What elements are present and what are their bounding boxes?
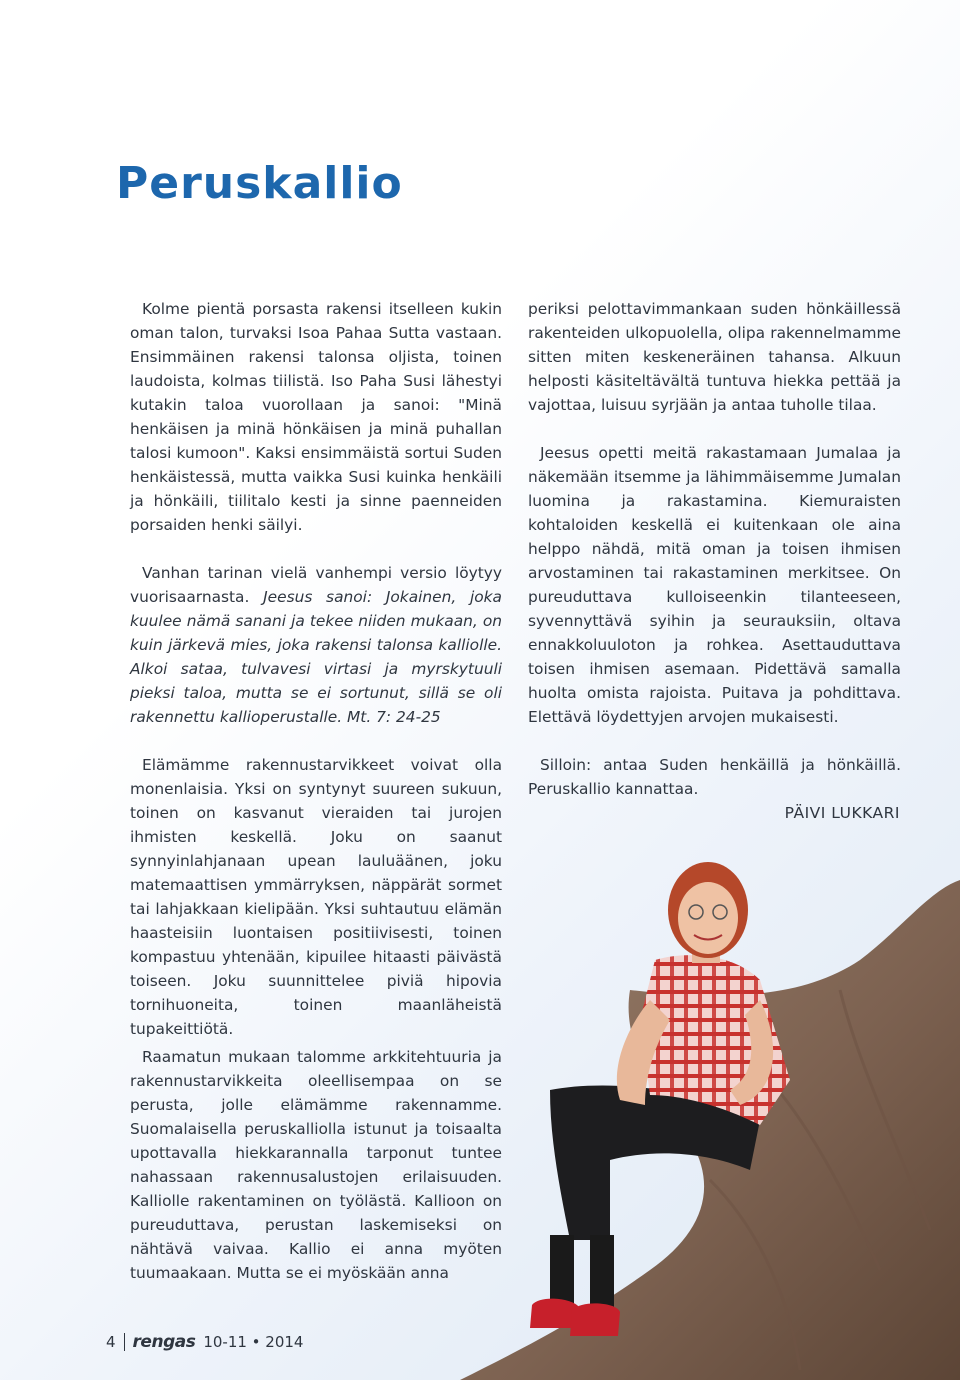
bible-quote: Jeesus sanoi: Jokainen, joka kuulee nämä sanani ja tekee niiden mukaan, on kuin järkevä mies, joka rakensi talonsa kalliolle. Alkoi sataa, tulvavesi virtasi ja myrskytuuli pieksi taloa, mutta se ei sortunut, sillä se oli rakennettu kallioperustalle. Mt. 7: 24-25	[130, 588, 502, 726]
paragraph-jesus-taught: Jeesus opetti meitä rakastamaan Jumalaa ja näkemään itsemme ja lähimmäisemme Jumalan luomina ja rakastamina. Kiemuraisten kohtaloiden keskellä ei kuitenkaan ole aina helppo nähdä, mitä oman ja toisen ihmisen arvostaminen tai rakastaminen merkitsee. On pureuduttava kulloiseenkin tilanteeseen, syvennyttävä syihin ja seurauksiin, oltava ennakkoluuloton ja rohkea. Asettauduttava toisen ihmisen asemaan. Pidettävä samalla huolta omista rajoista. Puitava ja pohdittava. Elettävä löydettyjen arvojen mukaisesti.	[528, 444, 901, 726]
left-column-bottom	[130, 1045, 502, 1285]
left-column-top	[130, 297, 502, 1041]
paragraph-continuation: periksi pelottavimmankaan suden hönkäillessä rakenteiden ulkopuolella, olipa rakennelmamme sitten miten keskeneräinen tahansa. Alkuun helposti käsiteltävältä tuntuva hiekka pettää ja vajottaa, luisuu syrjään ja antaa tuholle tilaa.	[528, 300, 901, 414]
author-photo	[460, 850, 960, 1380]
paragraph-conclusion: Silloin: antaa Suden henkäillä ja hönkäillä. Peruskallio kannattaa.	[528, 756, 901, 798]
issue-info: 10-11 • 2014	[203, 1333, 304, 1351]
footer-divider	[124, 1333, 125, 1351]
page-number: 4	[106, 1333, 116, 1351]
paragraph-foundation: Raamatun mukaan talomme arkkitehtuuria ja rakennustarvikkeita oleellisempaa on se perusta, jolle elämämme rakennamme. Suomalaisella peruskalliolla istunut ja toisaalta upottavalla hiekkarannalla tarponut tuntee nahassaan rakennusalustojen erilaisuuden. Kalliolle rakentaminen on työlästä. Kallioon on pureuduttava, perustan laskemiseksi on nähtävä vaivaa. Kallio ei anna myöten tuumaakaan. Mutta se ei myöskään anna	[130, 1048, 502, 1282]
page-footer	[106, 1331, 303, 1353]
right-column	[528, 297, 901, 801]
paragraph-materials: Elämämme rakennustarvikkeet voivat olla monenlaisia. Yksi on syntynyt suureen sukuun, toinen on kasvanut vieraiden tai jurojen ihmisten keskellä. Joku on saanut synnyinlahjanaan upean lauluäänen, joku matemaattisen ymmärryksen, näppärät sormet tai lahjakkaan kielipään. Yksi suhtautuu elämän haasteisiin luontaisen positiivisesti, toinen kompastuu yhtenään, kipuilee hitaasti päivästä toiseen. Joku suunnittelee piviä hipovia tornihuoneita, toinen maanläheistä tupakeittiötä.	[130, 756, 502, 1038]
article-title: Peruskallio	[116, 158, 403, 209]
paragraph-intro: Kolme pientä porsasta rakensi itselleen kukin oman talon, turvaksi Isoa Pahaa Sutta vastaan. Ensimmäinen rakensi talonsa oljista, toinen laudoista, kolmas tiilistä. Iso Paha Susi lähestyi kutakin taloa vuorollaan ja sanoi: "Minä henkäisen ja minä hönkäisen ja minä puhallan talosi kumoon". Kaksi ensimmäistä sortui Suden henkäistessä, mutta vaikka Susi kuinka henkäili ja hönkäili, tiilitalo kesti ja sinne paenneiden porsaiden henki säilyi.	[130, 300, 502, 534]
paragraph-sermon	[130, 561, 502, 729]
author-byline: PÄIVI LUKKARI	[784, 804, 900, 822]
magazine-logo: rengas	[132, 1332, 196, 1352]
sermon-intro: Vanhan tarinan vielä vanhempi versio löytyy vuorisaarnasta.	[130, 564, 502, 606]
